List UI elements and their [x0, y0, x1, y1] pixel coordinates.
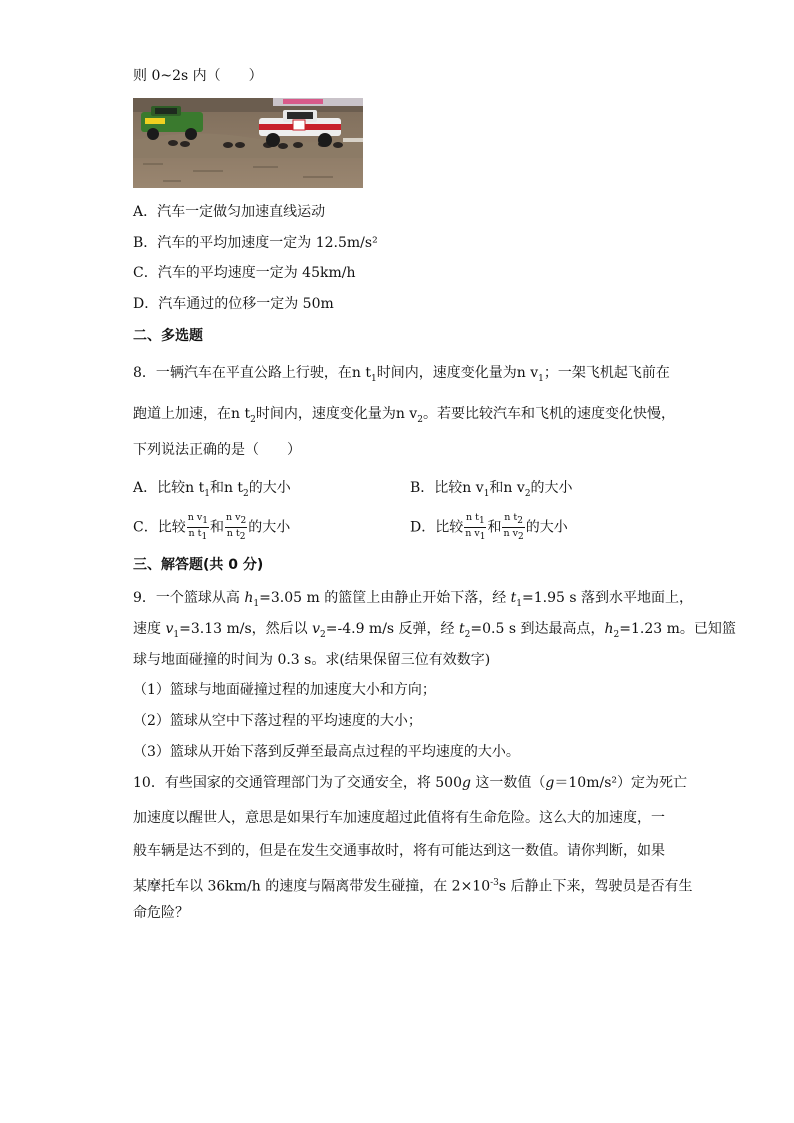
q9-sub-item-1: （1）篮球与地面碰撞过程的加速度大小和方向；	[133, 682, 436, 698]
q8-sub: 1	[538, 373, 544, 384]
size-word: 的大小	[525, 519, 568, 536]
q8-sub: 1	[479, 531, 486, 542]
var-sub: 1	[253, 598, 260, 609]
size-word: 的大小	[248, 480, 291, 496]
q7-stem: 则 0~2s 内（ ）	[133, 68, 263, 84]
q8-option-a	[133, 478, 291, 504]
and-word: 和	[209, 519, 224, 536]
q8-option-b	[410, 478, 573, 504]
exponent: -3	[490, 878, 499, 888]
q8-dv1: n v	[462, 480, 484, 496]
section-multiple-choice-heading: 二、多选题	[133, 328, 203, 344]
var-sub: 2	[320, 629, 326, 640]
frac-num: n t	[466, 512, 479, 523]
q8-sub: 2	[517, 515, 523, 526]
q8-text: 跑道上加速，在	[133, 406, 231, 422]
section-answer-questions-heading: 三、解答题(共 0 分)	[133, 557, 264, 573]
fraction-dv2-dt2	[225, 512, 247, 543]
q8-dt1: n t	[351, 365, 372, 381]
q9-text: =-4.9 m/s 反弹，经	[325, 621, 460, 637]
q8-sub: 1	[371, 373, 377, 384]
q8-sub: 2	[417, 414, 423, 425]
frac-num: n v	[187, 512, 203, 523]
q8-text: ；一架飞机起飞前在	[543, 365, 670, 381]
q8-dt1: n t	[185, 480, 205, 496]
fraction-dv1-dt1	[187, 512, 209, 543]
q8-sub: 2	[250, 414, 256, 425]
q9-text: =1.23 m。已知篮	[619, 621, 736, 637]
var-t: t	[459, 621, 465, 637]
q9-line-2	[133, 619, 736, 645]
size-word: 的大小	[530, 480, 573, 496]
q8-dt2: n t	[231, 406, 251, 422]
frac-den: n v	[503, 527, 518, 539]
q8-dv2: n v	[503, 480, 525, 496]
q8-sub: 1	[483, 488, 490, 499]
q10-text: 这一数值（	[470, 775, 546, 791]
and-word: 和	[209, 480, 224, 496]
fraction-dt1-dv1	[464, 512, 486, 543]
var-v: v	[312, 621, 321, 637]
and-word: 和	[489, 480, 504, 496]
q10-line-2: 加速度以醒世人，意思是如果行车加速度超过此值将有生命危险。这么大的加速度，一	[133, 810, 665, 826]
q8-sub: 1	[202, 515, 208, 526]
q8-sub: 2	[239, 531, 246, 542]
var-sub: 1	[516, 598, 523, 609]
q8-sub: 2	[243, 488, 249, 499]
q9-sub-item-3: （3）篮球从开始下落到反弹至最高点过程的平均速度的大小。	[133, 744, 520, 760]
var-sub: 2	[464, 629, 471, 640]
q7-option-b: B．汽车的平均加速度一定为 12.5m/s²	[133, 235, 378, 251]
var-h: h	[604, 621, 614, 637]
q8-sub: 1	[201, 531, 208, 542]
q8-line-1	[133, 363, 670, 389]
q8-dv2: n v	[395, 406, 418, 422]
q9-text: 9．一个篮球从高	[133, 590, 245, 606]
option-label: C．比较	[133, 519, 186, 536]
q8-sub: 2	[240, 515, 247, 526]
q9-text: =0.5 s 到达最高点，	[470, 621, 605, 637]
var-sub: 1	[173, 629, 180, 640]
q8-text: 。若要比较汽车和飞机的速度变化快慢，	[422, 406, 675, 422]
q8-text: 时间内，速度变化量为	[376, 365, 517, 381]
frac-den: n t	[226, 527, 240, 539]
frac-den: n v	[465, 527, 480, 539]
q9-sub-item-2: （2）篮球从空中下落过程的平均速度的大小；	[133, 713, 422, 729]
option-label: A．比较	[133, 480, 186, 496]
q7-option-d: D．汽车通过的位移一定为 50m	[133, 296, 334, 312]
option-label: D．比较	[410, 519, 464, 536]
q8-dt2: n t	[223, 480, 244, 496]
q8-option-c	[133, 512, 290, 543]
q7-option-a: A．汽车一定做匀加速直线运动	[133, 204, 326, 220]
var-g: g	[462, 775, 471, 791]
option-label: B．比较	[410, 480, 463, 496]
q10-line-4	[133, 873, 693, 897]
var-t: t	[510, 590, 517, 606]
q10-text: 10．有些国家的交通管理部门为了交通安全，将 500	[133, 775, 462, 791]
q8-text: 8．一辆汽车在平直公路上行驶，在	[133, 365, 352, 381]
frac-num: n v	[225, 512, 241, 523]
q10-line-3: 般车辆是达不到的，但是在发生交通事故时，将有可能达到这一数值。请你判断，如果	[133, 843, 665, 859]
q8-sub: 1	[478, 515, 485, 526]
q8-dv1: n v	[516, 365, 539, 381]
q9-text: =3.13 m/s，然后以	[179, 621, 313, 637]
q8-option-d	[410, 512, 568, 543]
size-word: 的大小	[248, 519, 291, 536]
frac-den: n t	[188, 527, 202, 539]
var-sub: 2	[613, 629, 620, 640]
q9-line-3: 球与地面碰撞的时间为 0.3 s。求(结果保留三位有效数字)	[133, 652, 491, 668]
q9-line-1	[133, 588, 693, 614]
q10-text: 某摩托车以 36km/h 的速度与隔离带发生碰撞，在 2×10	[133, 878, 491, 895]
q8-sub: 2	[524, 488, 531, 499]
q8-text: 时间内，速度变化量为	[255, 406, 396, 422]
q8-sub: 1	[204, 488, 210, 499]
offroad-race-photo	[133, 98, 363, 188]
q9-text: =3.05 m 的篮筐上由静止开始下落，经	[259, 590, 511, 606]
var-v: v	[165, 621, 174, 637]
var-h: h	[244, 590, 254, 606]
q9-text: =1.95 s 落到水平地面上，	[522, 590, 694, 606]
and-word: 和	[487, 519, 502, 536]
var-g: g	[545, 775, 555, 791]
q10-text: s 后静止下来，驾驶员是否有生	[498, 878, 693, 895]
q7-option-c: C．汽车的平均速度一定为 45km/h	[133, 265, 356, 281]
q8-line-2	[133, 404, 675, 430]
q9-text: 速度	[133, 621, 166, 637]
q10-line-5: 命危险？	[133, 905, 189, 921]
q8-line-3: 下列说法正确的是（ ）	[133, 442, 301, 458]
fraction-dt2-dv2	[502, 512, 524, 543]
q8-sub: 2	[518, 531, 524, 542]
q10-line-1	[133, 773, 687, 793]
q10-text: ＝10m/s²）定为死亡	[554, 775, 687, 791]
frac-num: n t	[504, 512, 518, 523]
